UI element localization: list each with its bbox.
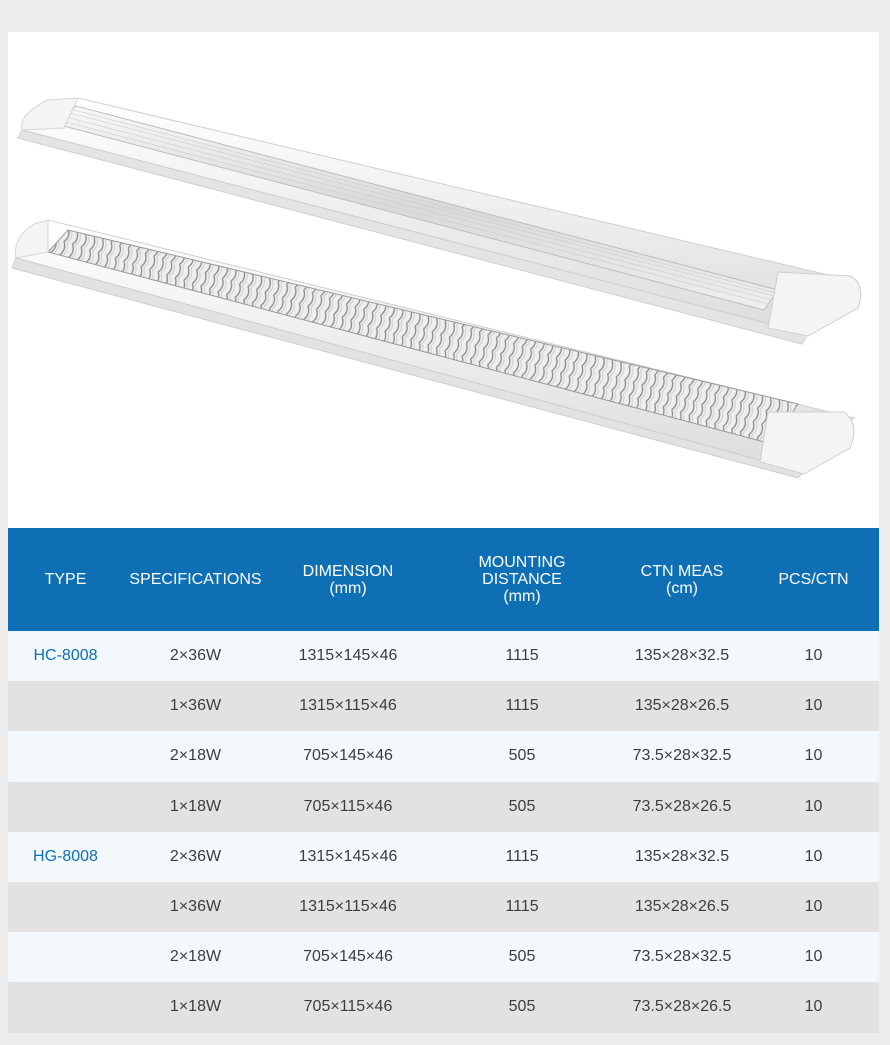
header-pcs-ctn: PCS/CTN xyxy=(778,571,849,588)
cell-pcs: 10 xyxy=(804,898,823,916)
light-fixtures-illustration xyxy=(8,32,879,528)
cell-mounting: 1115 xyxy=(505,697,539,715)
cell-pcs: 10 xyxy=(804,797,823,815)
cell-dimension: 1315×145×46 xyxy=(298,847,398,865)
cell-mounting: 505 xyxy=(508,797,536,815)
cell-ctn: 73.5×28×32.5 xyxy=(632,747,732,765)
cell-pcs: 10 xyxy=(804,948,823,966)
specifications-table xyxy=(8,528,879,1033)
fixture-diffuser xyxy=(18,98,861,344)
cell-spec: 1×18W xyxy=(169,998,222,1016)
cell-dimension: 1315×145×46 xyxy=(298,647,398,665)
table-row xyxy=(8,832,879,882)
header-type: TYPE xyxy=(44,571,87,588)
cell-ctn: 73.5×28×26.5 xyxy=(632,797,732,815)
cell-pcs: 10 xyxy=(804,847,823,865)
cell-mounting: 1115 xyxy=(505,898,539,916)
cell-type: HC-8008 xyxy=(33,647,98,665)
table-row xyxy=(8,982,879,1032)
cell-spec: 2×36W xyxy=(169,647,222,665)
cell-pcs: 10 xyxy=(804,647,823,665)
table-row xyxy=(8,731,879,781)
header-dimension: DIMENSION (mm) xyxy=(302,562,394,597)
product-card xyxy=(8,32,879,1033)
cell-spec: 2×18W xyxy=(169,948,222,966)
cell-mounting: 505 xyxy=(508,747,536,765)
table-header xyxy=(8,528,879,631)
table-row xyxy=(8,932,879,982)
table-row xyxy=(8,882,879,932)
header-mounting-distance: MOUNTING DISTANCE (mm) xyxy=(478,554,566,605)
cell-pcs: 10 xyxy=(804,998,823,1016)
cell-ctn: 135×28×26.5 xyxy=(634,898,730,916)
cell-mounting: 1115 xyxy=(505,847,539,865)
cell-ctn: 135×28×32.5 xyxy=(634,647,730,665)
cell-dimension: 705×115×46 xyxy=(303,998,393,1016)
cell-dimension: 705×115×46 xyxy=(303,797,393,815)
cell-dimension: 1315×115×46 xyxy=(299,898,397,916)
cell-spec: 1×36W xyxy=(169,898,222,916)
cell-ctn: 73.5×28×32.5 xyxy=(632,948,732,966)
cell-spec: 2×18W xyxy=(169,747,222,765)
table-row xyxy=(8,782,879,832)
cell-mounting: 505 xyxy=(508,998,536,1016)
cell-dimension: 705×145×46 xyxy=(303,747,393,765)
cell-mounting: 505 xyxy=(508,948,536,966)
cell-pcs: 10 xyxy=(804,747,823,765)
cell-spec: 2×36W xyxy=(169,847,222,865)
table-row xyxy=(8,631,879,681)
cell-dimension: 1315×115×46 xyxy=(299,697,397,715)
table-row xyxy=(8,681,879,731)
cell-spec: 1×18W xyxy=(169,797,222,815)
cell-ctn: 135×28×26.5 xyxy=(634,697,730,715)
cell-pcs: 10 xyxy=(804,697,823,715)
cell-dimension: 705×145×46 xyxy=(303,948,393,966)
cell-type: HG-8008 xyxy=(33,847,98,865)
product-photo xyxy=(8,32,879,528)
header-specifications: SPECIFICATIONS xyxy=(129,571,262,588)
cell-ctn: 73.5×28×26.5 xyxy=(632,998,732,1016)
cell-mounting: 1115 xyxy=(505,647,539,665)
header-ctn-meas: CTN MEAS (cm) xyxy=(640,562,724,597)
cell-ctn: 135×28×32.5 xyxy=(634,847,730,865)
cell-spec: 1×36W xyxy=(169,697,222,715)
